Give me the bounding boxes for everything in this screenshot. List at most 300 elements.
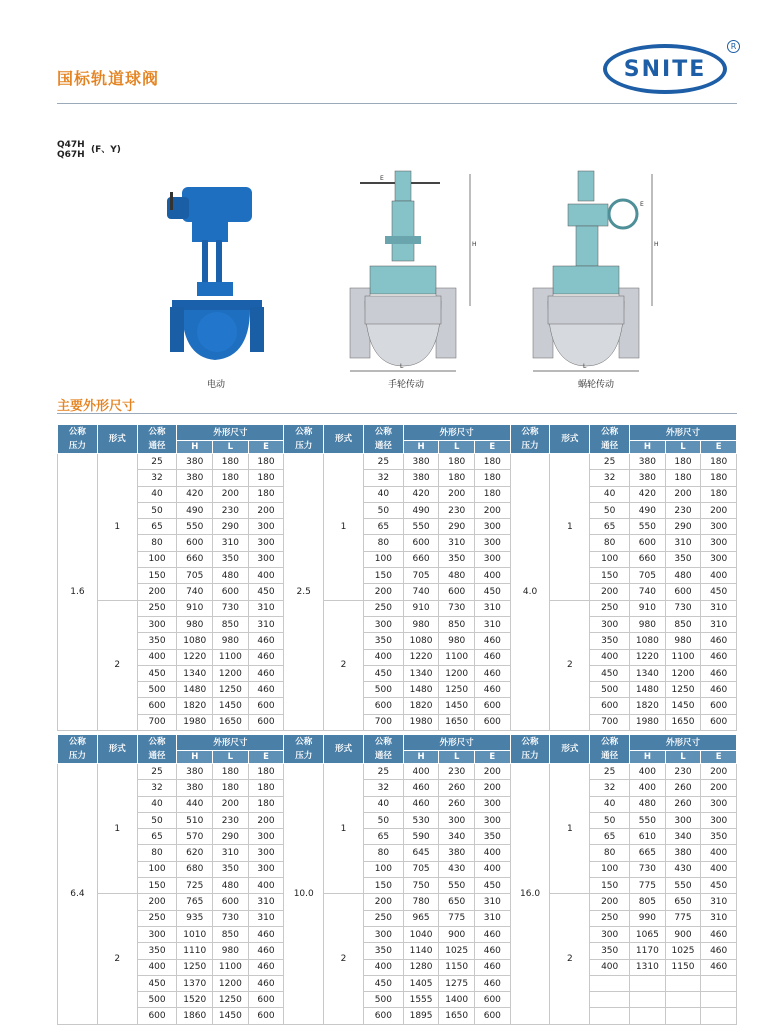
dn-cell: 40 [137,796,177,812]
dn-cell: 600 [137,1008,177,1024]
pressure-cell: 10.0 [284,764,324,1025]
e-cell: 400 [475,568,511,584]
h-cell: 1555 [403,992,439,1008]
dn-cell: 350 [137,943,177,959]
e-cell: 450 [475,584,511,600]
e-cell: 200 [475,764,511,780]
l-cell: 1650 [439,714,475,730]
header-dims: 外形尺寸 [403,735,510,751]
l-cell: 1650 [439,1008,475,1024]
model-label [57,140,121,160]
dn-cell: 25 [137,454,177,470]
dn-cell: 50 [590,812,630,828]
e-cell: 200 [701,764,737,780]
e-cell: 300 [248,535,284,551]
l-cell: 1150 [439,959,475,975]
h-cell: 665 [630,845,666,861]
dn-cell: 65 [363,829,403,845]
l-cell: 1275 [439,975,475,991]
dn-cell: 250 [363,600,403,616]
dn-cell: 600 [137,698,177,714]
dim-e-label: E [380,175,384,182]
header-l: L [439,441,475,454]
h-cell: 1340 [630,665,666,681]
dn-cell: 350 [590,633,630,649]
e-cell: 400 [475,861,511,877]
h-cell: 1860 [177,1008,213,1024]
h-cell: 805 [630,894,666,910]
e-cell: 460 [248,682,284,698]
l-cell: 340 [665,829,701,845]
e-cell: 300 [701,796,737,812]
table-row [58,551,737,567]
l-cell: 200 [439,486,475,502]
dn-cell: 250 [363,910,403,926]
l-cell: 1250 [213,992,249,1008]
l-cell: 180 [665,454,701,470]
dn-cell: 40 [590,796,630,812]
l-cell: 850 [213,926,249,942]
dn-cell: 40 [363,796,403,812]
dn-cell: 25 [137,764,177,780]
dn-cell: 300 [363,616,403,632]
h-cell [630,992,666,1008]
e-cell: 300 [701,812,737,828]
l-cell: 230 [213,812,249,828]
h-cell: 570 [177,829,213,845]
e-cell: 200 [701,780,737,796]
type-cell: 2 [97,894,137,1024]
table-row [58,568,737,584]
l-cell: 850 [213,616,249,632]
dim-l-label: L [400,363,404,370]
h-cell: 480 [630,796,666,812]
e-cell: 450 [475,878,511,894]
l-cell: 980 [439,633,475,649]
dn-cell [590,1008,630,1024]
h-cell: 740 [403,584,439,600]
e-cell: 460 [248,943,284,959]
dn-cell: 40 [137,486,177,502]
l-cell: 300 [665,812,701,828]
header-h: H [630,441,666,454]
e-cell: 180 [248,764,284,780]
dim-l-label-2: L [583,363,587,370]
h-cell: 1980 [630,714,666,730]
type-cell: 2 [550,894,590,1024]
dn-cell: 32 [590,780,630,796]
dn-cell: 500 [363,682,403,698]
l-cell: 1100 [213,649,249,665]
e-cell: 600 [248,992,284,1008]
page-title: 国标轨道球阀 [57,69,160,88]
e-cell: 200 [701,502,737,518]
table-row [58,698,737,714]
h-cell: 730 [630,861,666,877]
h-cell: 490 [177,502,213,518]
table-row [58,926,737,942]
l-cell: 1250 [439,682,475,698]
dn-cell: 100 [137,551,177,567]
h-cell: 705 [177,568,213,584]
l-cell: 1250 [213,682,249,698]
h-cell: 1040 [403,926,439,942]
h-cell: 490 [630,502,666,518]
dn-cell: 100 [363,551,403,567]
h-cell: 460 [403,796,439,812]
dn-cell [590,975,630,991]
type-cell: 2 [324,600,364,730]
h-cell: 550 [403,519,439,535]
h-cell [630,975,666,991]
l-cell: 1100 [213,959,249,975]
logo-text: SNITE [623,56,707,82]
dn-cell: 700 [590,714,630,730]
h-cell: 420 [630,486,666,502]
l-cell: 290 [213,519,249,535]
l-cell: 350 [665,551,701,567]
e-cell: 460 [248,665,284,681]
dimension-table-1 [57,424,737,731]
e-cell: 460 [248,633,284,649]
header-dims: 外形尺寸 [630,735,737,751]
e-cell: 300 [475,519,511,535]
e-cell: 600 [248,714,284,730]
table-row [58,682,737,698]
h-cell: 460 [403,780,439,796]
dn-cell: 40 [590,486,630,502]
header-pressure: 公称 压力 [284,425,324,454]
e-cell: 310 [248,894,284,910]
dn-cell: 25 [590,764,630,780]
l-cell: 730 [665,600,701,616]
h-cell: 380 [630,454,666,470]
header-l: L [439,751,475,764]
l-cell: 1200 [665,665,701,681]
l-cell: 260 [665,780,701,796]
e-cell: 300 [248,845,284,861]
table-row [58,910,737,926]
dim-h-label-2: H [654,241,659,248]
dn-cell: 50 [137,812,177,828]
e-cell: 400 [701,845,737,861]
h-cell: 1280 [403,959,439,975]
dn-cell: 50 [363,502,403,518]
dn-cell: 450 [137,665,177,681]
dn-cell: 50 [137,502,177,518]
dn-cell: 200 [137,584,177,600]
dn-cell: 400 [590,649,630,665]
e-cell: 310 [475,616,511,632]
e-cell: 310 [475,894,511,910]
type-cell: 1 [97,764,137,894]
e-cell: 460 [248,926,284,942]
pressure-cell: 6.4 [58,764,98,1025]
e-cell: 180 [701,454,737,470]
dn-cell: 80 [137,845,177,861]
dn-cell: 200 [590,584,630,600]
dn-cell: 150 [137,568,177,584]
e-cell: 350 [701,829,737,845]
l-cell: 1450 [665,698,701,714]
h-cell: 1080 [630,633,666,649]
dn-cell: 150 [590,568,630,584]
dn-cell: 25 [363,454,403,470]
table-row [58,829,737,845]
h-cell: 1480 [403,682,439,698]
h-cell: 965 [403,910,439,926]
table-row [58,1008,737,1024]
l-cell: 1100 [665,649,701,665]
h-cell: 1065 [630,926,666,942]
h-cell: 990 [630,910,666,926]
pressure-cell: 4.0 [510,454,550,731]
dn-cell: 65 [363,519,403,535]
model-suffix: (F、Y) [91,145,121,155]
h-cell: 380 [403,454,439,470]
header-e: E [475,441,511,454]
header-h: H [403,441,439,454]
e-cell: 180 [475,486,511,502]
l-cell: 980 [213,633,249,649]
l-cell: 600 [439,584,475,600]
table-row [58,502,737,518]
h-cell: 400 [630,764,666,780]
l-cell: 230 [439,764,475,780]
header-dn: 公称 通径 [363,735,403,764]
h-cell: 600 [177,535,213,551]
l-cell: 290 [213,829,249,845]
e-cell: 460 [475,975,511,991]
h-cell: 1405 [403,975,439,991]
h-cell: 775 [630,878,666,894]
dn-cell: 250 [137,910,177,926]
header-l: L [213,751,249,764]
l-cell: 480 [213,568,249,584]
dn-cell: 400 [137,649,177,665]
dim-e-label-2: E [640,201,644,208]
dn-cell: 450 [363,975,403,991]
dn-cell: 80 [137,535,177,551]
table-row [58,894,737,910]
type-cell: 2 [550,600,590,730]
h-cell: 1820 [177,698,213,714]
e-cell: 180 [248,780,284,796]
e-cell: 600 [475,698,511,714]
l-cell: 480 [665,568,701,584]
table-row [58,535,737,551]
header-dims: 外形尺寸 [403,425,510,441]
l-cell: 340 [439,829,475,845]
l-cell: 730 [439,600,475,616]
table-row [58,600,737,616]
e-cell: 600 [475,714,511,730]
table-row [58,845,737,861]
table-row [58,714,737,730]
e-cell: 400 [475,845,511,861]
dn-cell: 450 [137,975,177,991]
l-cell: 430 [439,861,475,877]
header-pressure: 公称 压力 [510,425,550,454]
l-cell: 1200 [439,665,475,681]
e-cell: 460 [248,975,284,991]
header-e: E [248,751,284,764]
l-cell: 310 [213,845,249,861]
h-cell: 380 [177,470,213,486]
e-cell: 310 [701,616,737,632]
dn-cell: 450 [363,665,403,681]
table-row [58,780,737,796]
header-dims: 外形尺寸 [177,735,284,751]
e-cell: 310 [248,910,284,926]
l-cell: 310 [665,535,701,551]
model-line-2: Q67H [57,150,85,160]
l-cell: 600 [213,894,249,910]
dn-cell: 200 [137,894,177,910]
l-cell: 260 [665,796,701,812]
e-cell: 300 [248,519,284,535]
h-cell: 1340 [403,665,439,681]
h-cell: 620 [177,845,213,861]
h-cell: 510 [177,812,213,828]
h-cell: 380 [177,764,213,780]
h-cell: 380 [177,454,213,470]
dn-cell: 350 [590,943,630,959]
h-cell: 1110 [177,943,213,959]
h-cell: 550 [177,519,213,535]
header-dn: 公称 通径 [590,735,630,764]
h-cell: 1310 [630,959,666,975]
h-cell: 660 [177,551,213,567]
header-e: E [701,751,737,764]
e-cell: 460 [475,649,511,665]
e-cell: 460 [248,959,284,975]
l-cell: 550 [665,878,701,894]
table-row [58,764,737,780]
model-line-1: Q47H [57,140,85,150]
table-row [58,649,737,665]
e-cell: 600 [248,1008,284,1024]
l-cell: 850 [439,616,475,632]
h-cell: 910 [630,600,666,616]
h-cell: 420 [403,486,439,502]
dn-cell: 150 [137,878,177,894]
e-cell: 180 [701,486,737,502]
l-cell: 290 [439,519,475,535]
l-cell: 310 [213,535,249,551]
header-h: H [177,441,213,454]
header-dn: 公称 通径 [363,425,403,454]
e-cell: 180 [701,470,737,486]
caption-electric: 电动 [206,380,225,390]
l-cell: 850 [665,616,701,632]
e-cell: 450 [248,584,284,600]
dn-cell: 300 [137,616,177,632]
type-cell: 1 [324,454,364,601]
h-cell: 530 [403,812,439,828]
e-cell: 180 [248,486,284,502]
e-cell [701,1008,737,1024]
dn-cell: 600 [590,698,630,714]
dn-cell: 700 [137,714,177,730]
dn-cell: 600 [363,698,403,714]
h-cell: 980 [403,616,439,632]
h-cell: 590 [403,829,439,845]
dn-cell: 150 [363,878,403,894]
l-cell: 480 [213,878,249,894]
dn-cell: 400 [137,959,177,975]
l-cell: 200 [213,796,249,812]
h-cell: 705 [630,568,666,584]
l-cell: 180 [439,470,475,486]
e-cell: 310 [248,616,284,632]
pressure-cell: 16.0 [510,764,550,1025]
h-cell: 380 [403,470,439,486]
l-cell: 1200 [213,975,249,991]
l-cell: 775 [439,910,475,926]
dn-cell: 300 [590,616,630,632]
type-cell: 2 [97,600,137,730]
e-cell: 310 [701,894,737,910]
dn-cell: 80 [363,845,403,861]
e-cell [701,975,737,991]
l-cell: 600 [665,584,701,600]
dn-cell: 500 [137,992,177,1008]
e-cell: 600 [701,714,737,730]
type-cell: 1 [550,454,590,601]
h-cell: 980 [630,616,666,632]
header-type: 形式 [324,425,364,454]
h-cell: 660 [630,551,666,567]
dn-cell: 600 [363,1008,403,1024]
dn-cell: 350 [363,943,403,959]
l-cell: 1450 [439,698,475,714]
h-cell: 725 [177,878,213,894]
h-cell: 705 [403,861,439,877]
header-dn: 公称 通径 [137,735,177,764]
dn-cell: 100 [137,861,177,877]
dn-cell: 65 [137,829,177,845]
dn-cell: 250 [590,600,630,616]
dn-cell: 700 [363,714,403,730]
brand-logo [603,44,727,94]
l-cell: 260 [439,780,475,796]
h-cell: 1140 [403,943,439,959]
registered-mark: R [727,40,740,53]
h-cell: 1220 [177,649,213,665]
l-cell: 230 [213,502,249,518]
dn-cell: 50 [363,812,403,828]
e-cell: 460 [701,926,737,942]
dn-cell: 80 [590,845,630,861]
l-cell: 180 [665,470,701,486]
dn-cell: 100 [590,551,630,567]
l-cell: 1025 [439,943,475,959]
l-cell: 230 [665,502,701,518]
dn-cell [590,992,630,1008]
dn-cell: 500 [590,682,630,698]
header-type: 形式 [324,735,364,764]
e-cell: 350 [475,829,511,845]
header-h: H [403,751,439,764]
table-row [58,992,737,1008]
e-cell: 460 [701,959,737,975]
e-cell: 460 [701,649,737,665]
header-dims: 外形尺寸 [630,425,737,441]
h-cell: 1980 [403,714,439,730]
header-e: E [701,441,737,454]
l-cell: 1250 [665,682,701,698]
